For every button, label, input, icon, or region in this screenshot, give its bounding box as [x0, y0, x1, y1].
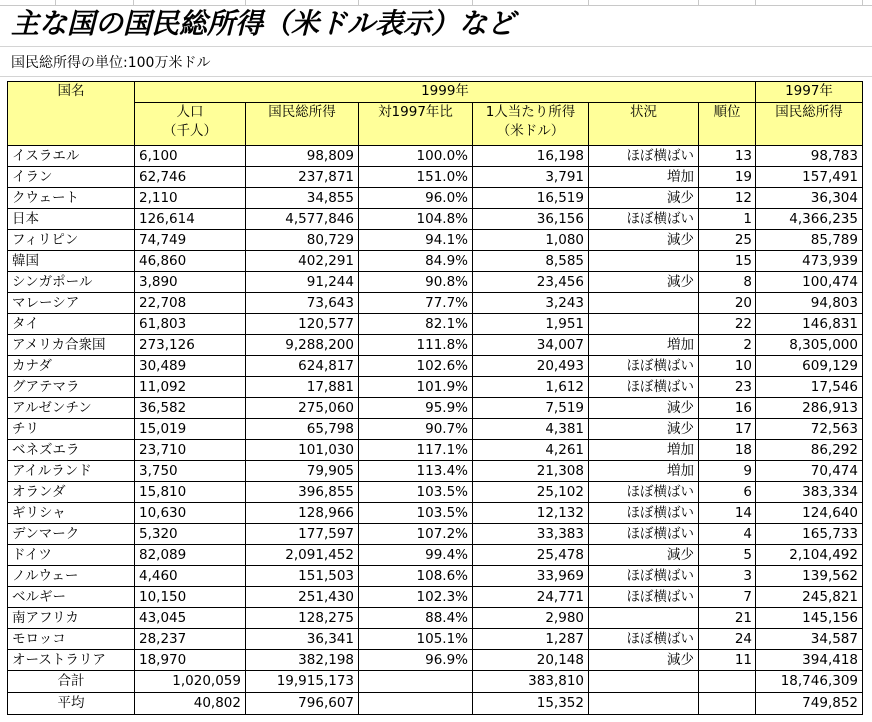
cell-gni[interactable]: 4,577,846 [246, 209, 359, 230]
cell-rank[interactable]: 9 [699, 461, 756, 482]
cell-rank[interactable]: 1 [699, 209, 756, 230]
cell-gni-1997[interactable]: 4,366,235 [756, 209, 863, 230]
average-status-cell[interactable] [589, 693, 699, 715]
cell-country[interactable]: タイ [8, 314, 135, 335]
table-row [8, 314, 863, 335]
table-row [8, 356, 863, 377]
cell-gni-1997[interactable]: 383,334 [756, 482, 863, 503]
cell-gni-1997[interactable]: 94,803 [756, 293, 863, 314]
cell-gni-1997[interactable]: 124,640 [756, 503, 863, 524]
cell-gni[interactable]: 80,729 [246, 230, 359, 251]
table-row [8, 335, 863, 356]
cell-country[interactable]: 南アフリカ [8, 608, 135, 629]
cell-status[interactable]: ほぼ横ばい [589, 629, 699, 650]
header-rank[interactable]: 順位 [699, 103, 756, 146]
cell-gni-1997[interactable]: 70,474 [756, 461, 863, 482]
cell-status[interactable]: ほぼ横ばい [589, 587, 699, 608]
cell-gni-1997[interactable]: 139,562 [756, 566, 863, 587]
cell-status[interactable]: 減少 [589, 272, 699, 293]
table-row [8, 167, 863, 188]
cell-population[interactable]: 15,810 [135, 482, 246, 503]
cell-population[interactable]: 3,890 [135, 272, 246, 293]
table-row [8, 419, 863, 440]
header-gni[interactable]: 国民総所得 [246, 103, 359, 146]
cell-rank[interactable]: 2 [699, 335, 756, 356]
cell-status[interactable]: ほぼ横ばい [589, 377, 699, 398]
cell-per-capita[interactable]: 21,308 [473, 461, 589, 482]
cell-status[interactable]: ほぼ横ばい [589, 524, 699, 545]
table-row [8, 377, 863, 398]
cell-per-capita[interactable]: 36,156 [473, 209, 589, 230]
cell-country[interactable]: マレーシア [8, 293, 135, 314]
cell-status[interactable]: 減少 [589, 650, 699, 671]
cell-gni[interactable]: 79,905 [246, 461, 359, 482]
cell-gni-1997[interactable]: 36,304 [756, 188, 863, 209]
cell-per-capita[interactable]: 25,478 [473, 545, 589, 566]
table-row [8, 230, 863, 251]
cell-population[interactable]: 23,710 [135, 440, 246, 461]
cell-population[interactable]: 10,630 [135, 503, 246, 524]
cell-ratio[interactable]: 102.3% [359, 587, 473, 608]
cell-country[interactable]: ドイツ [8, 545, 135, 566]
table-row [8, 293, 863, 314]
header-population-line2: （千人） [163, 123, 217, 139]
cell-rank[interactable]: 22 [699, 314, 756, 335]
cell-country[interactable]: オランダ [8, 482, 135, 503]
cell-gni[interactable]: 65,798 [246, 419, 359, 440]
cell-gni-1997[interactable]: 86,292 [756, 440, 863, 461]
table-row [8, 524, 863, 545]
cell-population[interactable]: 30,489 [135, 356, 246, 377]
cell-per-capita[interactable]: 24,771 [473, 587, 589, 608]
cell-gni-1997[interactable]: 165,733 [756, 524, 863, 545]
cell-rank[interactable]: 11 [699, 650, 756, 671]
cell-per-capita[interactable]: 16,198 [473, 146, 589, 167]
total-gni[interactable]: 19,915,173 [246, 671, 359, 693]
cell-population[interactable]: 62,746 [135, 167, 246, 188]
cell-population[interactable]: 22,708 [135, 293, 246, 314]
cell-per-capita[interactable]: 20,493 [473, 356, 589, 377]
cell-gni-1997[interactable]: 17,546 [756, 377, 863, 398]
header-population-line1: 人口 [176, 104, 204, 120]
average-label[interactable]: 平均 [8, 693, 135, 715]
cell-status[interactable]: 増加 [589, 461, 699, 482]
cell-per-capita[interactable]: 8,585 [473, 251, 589, 272]
cell-per-capita[interactable]: 1,080 [473, 230, 589, 251]
header-year-1997[interactable]: 1997年 [756, 82, 863, 103]
cell-population[interactable]: 74,749 [135, 230, 246, 251]
cell-ratio[interactable]: 104.8% [359, 209, 473, 230]
cell-gni-1997[interactable]: 245,821 [756, 587, 863, 608]
table-row [8, 398, 863, 419]
total-gni-1997[interactable]: 18,746,309 [756, 671, 863, 693]
cell-gni[interactable]: 128,275 [246, 608, 359, 629]
cell-country[interactable]: オーストラリア [8, 650, 135, 671]
cell-country[interactable]: 韓国 [8, 251, 135, 272]
page-title: 主な国の国民総所得（米ドル表示）など [11, 7, 516, 40]
cell-status[interactable]: ほぼ横ばい [589, 209, 699, 230]
cell-status[interactable] [589, 293, 699, 314]
cell-population[interactable]: 3,750 [135, 461, 246, 482]
cell-status[interactable]: ほぼ横ばい [589, 146, 699, 167]
cell-country[interactable]: クウェート [8, 188, 135, 209]
cell-rank[interactable]: 18 [699, 440, 756, 461]
header-status[interactable]: 状況 [589, 103, 699, 146]
cell-gni[interactable]: 17,881 [246, 377, 359, 398]
cell-ratio[interactable]: 105.1% [359, 629, 473, 650]
cell-per-capita[interactable]: 1,287 [473, 629, 589, 650]
cell-rank[interactable]: 24 [699, 629, 756, 650]
table-row [8, 440, 863, 461]
cell-rank[interactable]: 15 [699, 251, 756, 272]
cell-status[interactable]: 減少 [589, 398, 699, 419]
cell-rank[interactable]: 5 [699, 545, 756, 566]
cell-country[interactable]: フィリピン [8, 230, 135, 251]
cell-ratio[interactable]: 94.1% [359, 230, 473, 251]
table-row [8, 545, 863, 566]
cell-gni[interactable]: 120,577 [246, 314, 359, 335]
cell-country[interactable]: アメリカ合衆国 [8, 335, 135, 356]
unit-note: 国民総所得の単位:100万米ドル [11, 55, 211, 71]
cell-ratio[interactable]: 108.6% [359, 566, 473, 587]
cell-rank[interactable]: 10 [699, 356, 756, 377]
cell-country[interactable]: カナダ [8, 356, 135, 377]
cell-ratio[interactable]: 82.1% [359, 314, 473, 335]
cell-per-capita[interactable]: 20,148 [473, 650, 589, 671]
cell-rank[interactable]: 12 [699, 188, 756, 209]
cell-gni-1997[interactable]: 394,418 [756, 650, 863, 671]
total-rank-cell[interactable] [699, 671, 756, 693]
cell-country[interactable]: グアテマラ [8, 377, 135, 398]
cell-country[interactable]: シンガポール [8, 272, 135, 293]
cell-per-capita[interactable]: 7,519 [473, 398, 589, 419]
cell-population[interactable]: 61,803 [135, 314, 246, 335]
cell-population[interactable]: 11,092 [135, 377, 246, 398]
table-row [8, 503, 863, 524]
cell-gni-1997[interactable]: 473,939 [756, 251, 863, 272]
cell-ratio[interactable]: 103.5% [359, 482, 473, 503]
cell-status[interactable]: 減少 [589, 419, 699, 440]
cell-gni[interactable]: 98,809 [246, 146, 359, 167]
cell-per-capita[interactable]: 33,969 [473, 566, 589, 587]
cell-ratio[interactable]: 151.0% [359, 167, 473, 188]
cell-per-capita[interactable]: 12,132 [473, 503, 589, 524]
table-row [8, 461, 863, 482]
cell-ratio[interactable]: 95.9% [359, 398, 473, 419]
cell-ratio[interactable]: 102.6% [359, 356, 473, 377]
cell-population[interactable]: 126,614 [135, 209, 246, 230]
cell-country[interactable]: ノルウェー [8, 566, 135, 587]
cell-ratio[interactable]: 113.4% [359, 461, 473, 482]
cell-population[interactable]: 6,100 [135, 146, 246, 167]
total-label[interactable]: 合計 [8, 671, 135, 693]
cell-ratio[interactable]: 107.2% [359, 524, 473, 545]
table-row [8, 209, 863, 230]
cell-gni[interactable]: 128,966 [246, 503, 359, 524]
average-per-capita[interactable]: 15,352 [473, 693, 589, 715]
cell-status[interactable] [589, 608, 699, 629]
cell-rank[interactable]: 17 [699, 419, 756, 440]
grid-line [0, 46, 872, 47]
cell-population[interactable]: 36,582 [135, 398, 246, 419]
cell-per-capita[interactable]: 34,007 [473, 335, 589, 356]
cell-rank[interactable]: 21 [699, 608, 756, 629]
cell-per-capita[interactable]: 3,243 [473, 293, 589, 314]
cell-gni-1997[interactable]: 100,474 [756, 272, 863, 293]
cell-gni[interactable]: 9,288,200 [246, 335, 359, 356]
cell-ratio[interactable]: 90.8% [359, 272, 473, 293]
cell-population[interactable]: 82,089 [135, 545, 246, 566]
cell-country[interactable]: イスラエル [8, 146, 135, 167]
grid-line [0, 76, 872, 77]
cell-gni[interactable]: 402,291 [246, 251, 359, 272]
cell-population[interactable]: 18,970 [135, 650, 246, 671]
cell-rank[interactable]: 4 [699, 524, 756, 545]
cell-per-capita[interactable]: 33,383 [473, 524, 589, 545]
total-population[interactable]: 1,020,059 [135, 671, 246, 693]
average-ratio-cell[interactable] [359, 693, 473, 715]
cell-gni-1997[interactable]: 2,104,492 [756, 545, 863, 566]
header-country[interactable]: 国名 [8, 82, 135, 146]
cell-country[interactable]: イラン [8, 167, 135, 188]
cell-ratio[interactable]: 90.7% [359, 419, 473, 440]
cell-rank[interactable]: 19 [699, 167, 756, 188]
cell-ratio[interactable]: 117.1% [359, 440, 473, 461]
cell-ratio[interactable]: 111.8% [359, 335, 473, 356]
cell-population[interactable]: 4,460 [135, 566, 246, 587]
cell-country[interactable]: アルゼンチン [8, 398, 135, 419]
cell-population[interactable]: 15,019 [135, 419, 246, 440]
cell-gni[interactable]: 101,030 [246, 440, 359, 461]
cell-country[interactable]: モロッコ [8, 629, 135, 650]
cell-rank[interactable]: 7 [699, 587, 756, 608]
cell-population[interactable]: 28,237 [135, 629, 246, 650]
cell-ratio[interactable]: 103.5% [359, 503, 473, 524]
cell-status[interactable]: 増加 [589, 440, 699, 461]
cell-country[interactable]: チリ [8, 419, 135, 440]
cell-per-capita[interactable]: 25,102 [473, 482, 589, 503]
header-ratio[interactable]: 対1997年比 [359, 103, 473, 146]
cell-gni-1997[interactable]: 145,156 [756, 608, 863, 629]
cell-country[interactable]: ギリシャ [8, 503, 135, 524]
cell-country[interactable]: デンマーク [8, 524, 135, 545]
header-gni-1997[interactable]: 国民総所得 [756, 103, 863, 146]
cell-status[interactable]: 減少 [589, 188, 699, 209]
cell-gni[interactable]: 275,060 [246, 398, 359, 419]
cell-gni[interactable]: 151,503 [246, 566, 359, 587]
average-row [8, 693, 863, 715]
cell-ratio[interactable]: 77.7% [359, 293, 473, 314]
cell-gni[interactable]: 73,643 [246, 293, 359, 314]
cell-gni-1997[interactable]: 286,913 [756, 398, 863, 419]
cell-status[interactable]: ほぼ横ばい [589, 503, 699, 524]
total-row [8, 671, 863, 693]
cell-per-capita[interactable]: 23,456 [473, 272, 589, 293]
cell-status[interactable]: 減少 [589, 545, 699, 566]
cell-ratio[interactable]: 101.9% [359, 377, 473, 398]
cell-gni[interactable]: 36,341 [246, 629, 359, 650]
cell-gni-1997[interactable]: 85,789 [756, 230, 863, 251]
cell-population[interactable]: 46,860 [135, 251, 246, 272]
cell-per-capita[interactable]: 1,951 [473, 314, 589, 335]
table-row [8, 587, 863, 608]
cell-rank[interactable]: 16 [699, 398, 756, 419]
cell-gni[interactable]: 2,091,452 [246, 545, 359, 566]
table-row [8, 188, 863, 209]
cell-per-capita[interactable]: 2,980 [473, 608, 589, 629]
cell-gni-1997[interactable]: 72,563 [756, 419, 863, 440]
table-row [8, 251, 863, 272]
cell-gni[interactable]: 624,817 [246, 356, 359, 377]
cell-status[interactable]: ほぼ横ばい [589, 356, 699, 377]
cell-gni[interactable]: 237,871 [246, 167, 359, 188]
header-population[interactable] [135, 103, 246, 146]
header-per-capita[interactable] [473, 103, 589, 146]
cell-gni-1997[interactable]: 146,831 [756, 314, 863, 335]
cell-gni-1997[interactable]: 609,129 [756, 356, 863, 377]
cell-population[interactable]: 273,126 [135, 335, 246, 356]
table-row [8, 629, 863, 650]
header-year-1999[interactable]: 1999年 [135, 82, 756, 103]
average-rank-cell[interactable] [699, 693, 756, 715]
cell-ratio[interactable]: 96.9% [359, 650, 473, 671]
cell-gni-1997[interactable]: 157,491 [756, 167, 863, 188]
cell-status[interactable]: 減少 [589, 230, 699, 251]
cell-rank[interactable]: 3 [699, 566, 756, 587]
gni-table [7, 81, 863, 715]
cell-gni-1997[interactable]: 34,587 [756, 629, 863, 650]
table-row [8, 650, 863, 671]
cell-gni[interactable]: 382,198 [246, 650, 359, 671]
cell-ratio[interactable]: 99.4% [359, 545, 473, 566]
cell-gni[interactable]: 91,244 [246, 272, 359, 293]
cell-status[interactable] [589, 251, 699, 272]
cell-country[interactable]: ベネズエラ [8, 440, 135, 461]
cell-status[interactable]: ほぼ横ばい [589, 566, 699, 587]
cell-ratio[interactable]: 96.0% [359, 188, 473, 209]
total-ratio-cell[interactable] [359, 671, 473, 693]
cell-ratio[interactable]: 88.4% [359, 608, 473, 629]
cell-status[interactable]: 増加 [589, 167, 699, 188]
total-status-cell[interactable] [589, 671, 699, 693]
cell-rank[interactable]: 8 [699, 272, 756, 293]
average-gni-1997[interactable]: 749,852 [756, 693, 863, 715]
total-per-capita[interactable]: 383,810 [473, 671, 589, 693]
cell-population[interactable]: 2,110 [135, 188, 246, 209]
cell-country[interactable]: アイルランド [8, 461, 135, 482]
cell-status[interactable] [589, 314, 699, 335]
cell-population[interactable]: 5,320 [135, 524, 246, 545]
header-per-capita-line1: 1人当たり所得 [485, 104, 576, 120]
table-row [8, 566, 863, 587]
cell-rank[interactable]: 14 [699, 503, 756, 524]
cell-gni-1997[interactable]: 8,305,000 [756, 335, 863, 356]
cell-status[interactable]: 増加 [589, 335, 699, 356]
header-per-capita-line2: （米ドル） [496, 123, 565, 139]
cell-ratio[interactable]: 100.0% [359, 146, 473, 167]
cell-gni-1997[interactable]: 98,783 [756, 146, 863, 167]
cell-rank[interactable]: 20 [699, 293, 756, 314]
table-row [8, 482, 863, 503]
average-gni[interactable]: 796,607 [246, 693, 359, 715]
cell-per-capita[interactable]: 4,261 [473, 440, 589, 461]
cell-rank[interactable]: 6 [699, 482, 756, 503]
table-row [8, 146, 863, 167]
cell-ratio[interactable]: 84.9% [359, 251, 473, 272]
cell-population[interactable]: 10,150 [135, 587, 246, 608]
table-row [8, 608, 863, 629]
cell-per-capita[interactable]: 3,791 [473, 167, 589, 188]
cell-rank[interactable]: 25 [699, 230, 756, 251]
cell-country[interactable]: 日本 [8, 209, 135, 230]
cell-gni[interactable]: 251,430 [246, 587, 359, 608]
cell-country[interactable]: ベルギー [8, 587, 135, 608]
table-row [8, 272, 863, 293]
cell-population[interactable]: 43,045 [135, 608, 246, 629]
cell-status[interactable]: ほぼ横ばい [589, 482, 699, 503]
cell-per-capita[interactable]: 4,381 [473, 419, 589, 440]
cell-rank[interactable]: 23 [699, 377, 756, 398]
cell-gni[interactable]: 177,597 [246, 524, 359, 545]
cell-rank[interactable]: 13 [699, 146, 756, 167]
cell-per-capita[interactable]: 1,612 [473, 377, 589, 398]
cell-gni[interactable]: 34,855 [246, 188, 359, 209]
cell-gni[interactable]: 396,855 [246, 482, 359, 503]
average-population[interactable]: 40,802 [135, 693, 246, 715]
cell-per-capita[interactable]: 16,519 [473, 188, 589, 209]
